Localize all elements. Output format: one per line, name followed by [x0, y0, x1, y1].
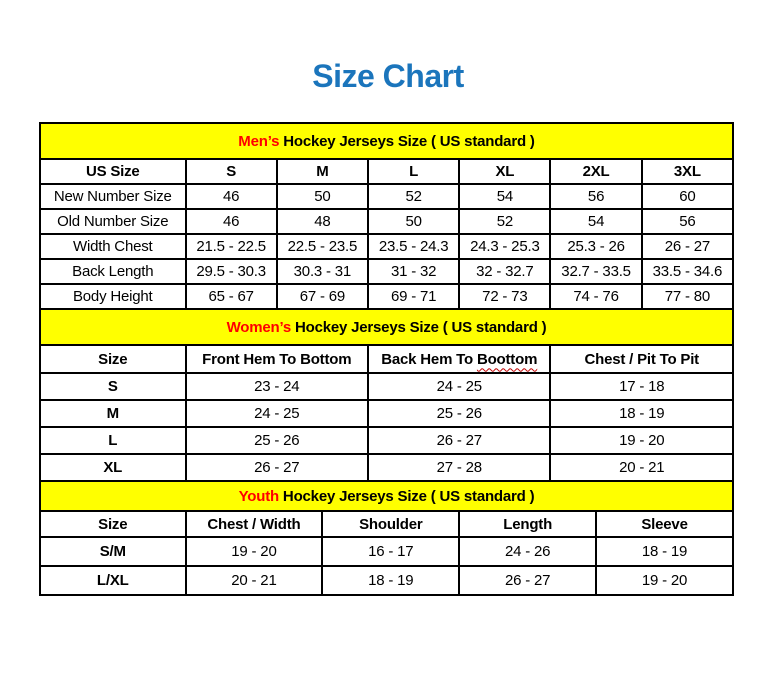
youth-banner-row	[40, 481, 733, 511]
table-cell: 16 - 17	[322, 537, 459, 566]
table-row	[40, 373, 733, 400]
row-label: M	[40, 400, 186, 427]
youth-banner-highlight: Youth	[238, 487, 279, 505]
row-label: S/M	[40, 537, 186, 566]
table-row	[40, 184, 733, 209]
youth-header-row	[40, 511, 733, 537]
table-cell: 20 - 21	[550, 454, 733, 481]
mens-banner-row	[40, 123, 733, 159]
size-chart-tables	[39, 122, 734, 596]
table-cell: 25 - 26	[186, 427, 368, 454]
column-header: Length	[459, 511, 596, 537]
table-row	[40, 454, 733, 481]
table-cell: 18 - 19	[596, 537, 733, 566]
table-cell: 26 - 27	[459, 566, 596, 595]
table-cell: 21.5 - 22.5	[186, 234, 277, 259]
table-cell: 60	[642, 184, 733, 209]
table-cell: 17 - 18	[550, 373, 733, 400]
youth-section-banner	[40, 481, 733, 511]
column-header: Shoulder	[322, 511, 459, 537]
column-header: XL	[459, 159, 550, 184]
size-chart-page	[0, 58, 776, 589]
womens-banner-text: Hockey Jerseys Size ( US standard )	[291, 318, 547, 336]
table-cell: 54	[550, 209, 641, 234]
table-cell: 50	[368, 209, 459, 234]
column-header: Sleeve	[596, 511, 733, 537]
table-cell: 54	[459, 184, 550, 209]
womens-header-row	[40, 345, 733, 373]
table-row	[40, 427, 733, 454]
table-cell: 67 - 69	[277, 284, 368, 309]
table-row	[40, 537, 733, 566]
table-cell: 74 - 76	[550, 284, 641, 309]
table-cell: 18 - 19	[322, 566, 459, 595]
table-cell: 32.7 - 33.5	[550, 259, 641, 284]
table-cell: 77 - 80	[642, 284, 733, 309]
table-cell: 56	[550, 184, 641, 209]
row-label: S	[40, 373, 186, 400]
column-header: Chest / Pit To Pit	[550, 345, 733, 373]
row-label: XL	[40, 454, 186, 481]
mens-banner-highlight: Men’s	[238, 132, 280, 150]
table-cell: 52	[368, 184, 459, 209]
table-cell: 26 - 27	[186, 454, 368, 481]
column-header: 3XL	[642, 159, 733, 184]
column-header: 2XL	[550, 159, 641, 184]
mens-header-row	[40, 159, 733, 184]
row-label: Body Height	[40, 284, 186, 309]
table-cell: 56	[642, 209, 733, 234]
womens-size-table	[39, 308, 734, 482]
column-header: Size	[40, 345, 186, 373]
page-title: Size Chart	[312, 58, 464, 94]
column-header: L	[368, 159, 459, 184]
column-header: M	[277, 159, 368, 184]
row-label: Width Chest	[40, 234, 186, 259]
table-row	[40, 209, 733, 234]
column-header: US Size	[40, 159, 186, 184]
table-cell: 22.5 - 23.5	[277, 234, 368, 259]
table-cell: 24 - 26	[459, 537, 596, 566]
table-cell: 26 - 27	[642, 234, 733, 259]
mens-banner-text: Hockey Jerseys Size ( US standard )	[279, 132, 535, 150]
row-label: Old Number Size	[40, 209, 186, 234]
table-cell: 72 - 73	[459, 284, 550, 309]
womens-section-banner	[40, 309, 733, 345]
table-cell: 23 - 24	[186, 373, 368, 400]
table-row	[40, 400, 733, 427]
row-label: L	[40, 427, 186, 454]
mens-size-table	[39, 122, 734, 310]
womens-banner-row	[40, 309, 733, 345]
table-cell: 48	[277, 209, 368, 234]
column-header: Chest / Width	[186, 511, 323, 537]
table-cell: 46	[186, 184, 277, 209]
table-cell: 50	[277, 184, 368, 209]
table-cell: 31 - 32	[368, 259, 459, 284]
youth-size-table	[39, 480, 734, 596]
table-cell: 26 - 27	[368, 427, 550, 454]
table-cell: 65 - 67	[186, 284, 277, 309]
youth-banner-text: Hockey Jerseys Size ( US standard )	[278, 487, 535, 505]
column-header: S	[186, 159, 277, 184]
table-cell: 19 - 20	[550, 427, 733, 454]
row-label: L/XL	[40, 566, 186, 595]
table-cell: 29.5 - 30.3	[186, 259, 277, 284]
table-cell: 33.5 - 34.6	[642, 259, 733, 284]
table-row	[40, 259, 733, 284]
column-header: Back Hem To Boottom	[368, 345, 550, 373]
table-cell: 32 - 32.7	[459, 259, 550, 284]
table-cell: 24.3 - 25.3	[459, 234, 550, 259]
womens-banner-highlight: Women’s	[226, 318, 292, 336]
table-cell: 23.5 - 24.3	[368, 234, 459, 259]
table-cell: 27 - 28	[368, 454, 550, 481]
misspelled-word: Boottom	[476, 350, 538, 368]
table-cell: 24 - 25	[368, 373, 550, 400]
table-cell: 69 - 71	[368, 284, 459, 309]
table-cell: 30.3 - 31	[277, 259, 368, 284]
column-header: Size	[40, 511, 186, 537]
table-cell: 46	[186, 209, 277, 234]
table-cell: 18 - 19	[550, 400, 733, 427]
column-header: Front Hem To Bottom	[186, 345, 368, 373]
table-cell: 19 - 20	[186, 537, 323, 566]
table-cell: 19 - 20	[596, 566, 733, 595]
table-cell: 25.3 - 26	[550, 234, 641, 259]
table-row	[40, 284, 733, 309]
table-row	[40, 234, 733, 259]
table-cell: 25 - 26	[368, 400, 550, 427]
row-label: Back Length	[40, 259, 186, 284]
mens-section-banner	[40, 123, 733, 159]
table-cell: 24 - 25	[186, 400, 368, 427]
table-cell: 52	[459, 209, 550, 234]
table-cell: 20 - 21	[186, 566, 323, 595]
table-row	[40, 566, 733, 595]
row-label: New Number Size	[40, 184, 186, 209]
